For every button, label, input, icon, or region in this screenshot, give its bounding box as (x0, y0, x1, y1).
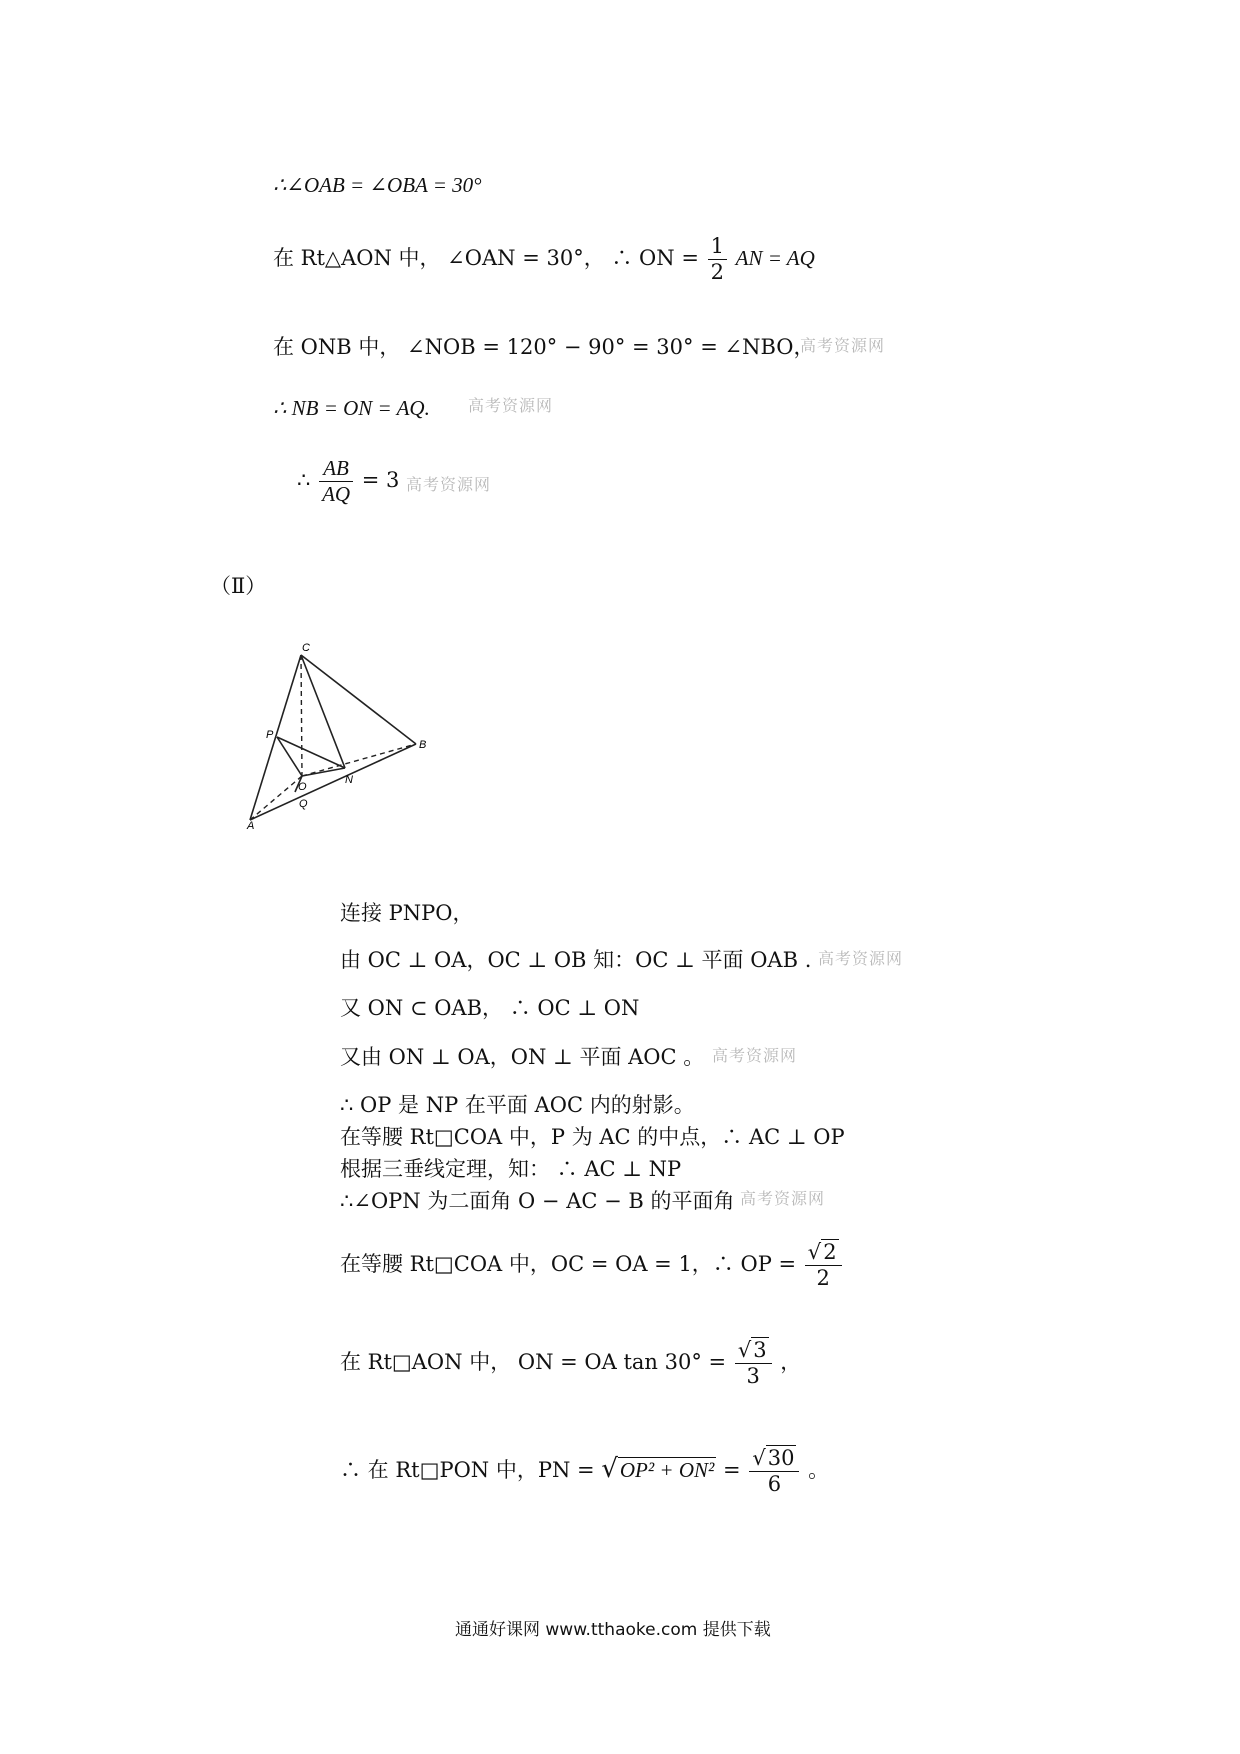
step-connect: 连接 PNPO， (340, 901, 474, 925)
step-pn-value: ∴ 在 Rt□PON 中，PN = √OP² + ON² = $\frac{√30}{6}$ 。 (340, 1446, 830, 1496)
watermark: 高考资源网 (712, 1046, 798, 1065)
part-two-label: （Ⅱ） (210, 574, 267, 598)
eq-ab-over-aq: ∴ $\frac{AB}{AQ}$ = 3 (297, 456, 400, 506)
label-q: Q (299, 798, 308, 810)
fraction-ab-aq: $\frac{AB}{AQ}$ (319, 458, 353, 505)
fraction-sqrt3-3: $\frac{√3}{3}$ (735, 1340, 772, 1387)
label-p: P (266, 729, 274, 741)
step-midpoint: 在等腰 Rt□COA 中，P 为 AC 的中点，∴ AC ⊥ OP (340, 1125, 845, 1149)
fraction-one-half: $\frac{1}{2}$ (708, 236, 727, 283)
eq-angle-oab: ∴∠OAB = ∠OBA = 30° (273, 173, 482, 197)
footer-source: 通通好课网 www.tthaoke.com 提供下载 (455, 1620, 771, 1640)
step-three-perp: 根据三垂线定理，知： ∴ AC ⊥ NP (340, 1157, 682, 1181)
step-on-perp: 又由 ON ⊥ OA，ON ⊥ 平面 AOC 。 (340, 1045, 705, 1069)
watermark: 高考资源网 (406, 475, 492, 494)
eq-onb: 在 ONB 中， ∠NOB = 120° − 90° = 30° = ∠NBO， (273, 335, 815, 359)
watermark: 高考资源网 (818, 949, 904, 968)
step-oc-perp: 由 OC ⊥ OA，OC ⊥ OB 知：OC ⊥ 平面 OAB . (340, 948, 812, 972)
label-a: A (247, 820, 255, 830)
step-dihedral: ∴∠OPN 为二面角 O − AC − B 的平面角 (340, 1189, 735, 1213)
step-on-value: 在 Rt□AON 中， ON = OA tan 30° = $\frac{√3}{3}$ ， (340, 1338, 802, 1388)
step-on-subset: 又 ON ⊂ OAB， ∴ OC ⊥ ON (340, 996, 640, 1020)
label-c: C (302, 642, 310, 654)
label-n: N (345, 774, 353, 786)
eq-rt-aon: 在 Rt△AON 中， ∠OAN = 30°， ∴ ON = $\frac{1}{2}$ AN = AQ (273, 234, 815, 284)
label-b: B (419, 739, 427, 751)
label-o: O (298, 781, 307, 793)
watermark: 高考资源网 (740, 1189, 826, 1208)
step-op-value: 在等腰 Rt□COA 中，OC = OA = 1，∴ OP = $\frac{√2}{2}$ (340, 1242, 844, 1289)
fraction-sqrt30-6: $\frac{√30}{6}$ (749, 1448, 799, 1495)
watermark: 高考资源网 (468, 396, 554, 415)
eq-nb: ∴ NB = ON = AQ. (273, 396, 430, 420)
radical-op-on: OP² + ON² (619, 1458, 715, 1482)
tetrahedron-figure (240, 640, 430, 830)
step-projection: ∴ OP 是 NP 在平面 AOC 内的射影。 (340, 1093, 695, 1117)
fraction-sqrt2-2: $\frac{√2}{2}$ (805, 1242, 842, 1289)
watermark: 高考资源网 (800, 336, 886, 355)
